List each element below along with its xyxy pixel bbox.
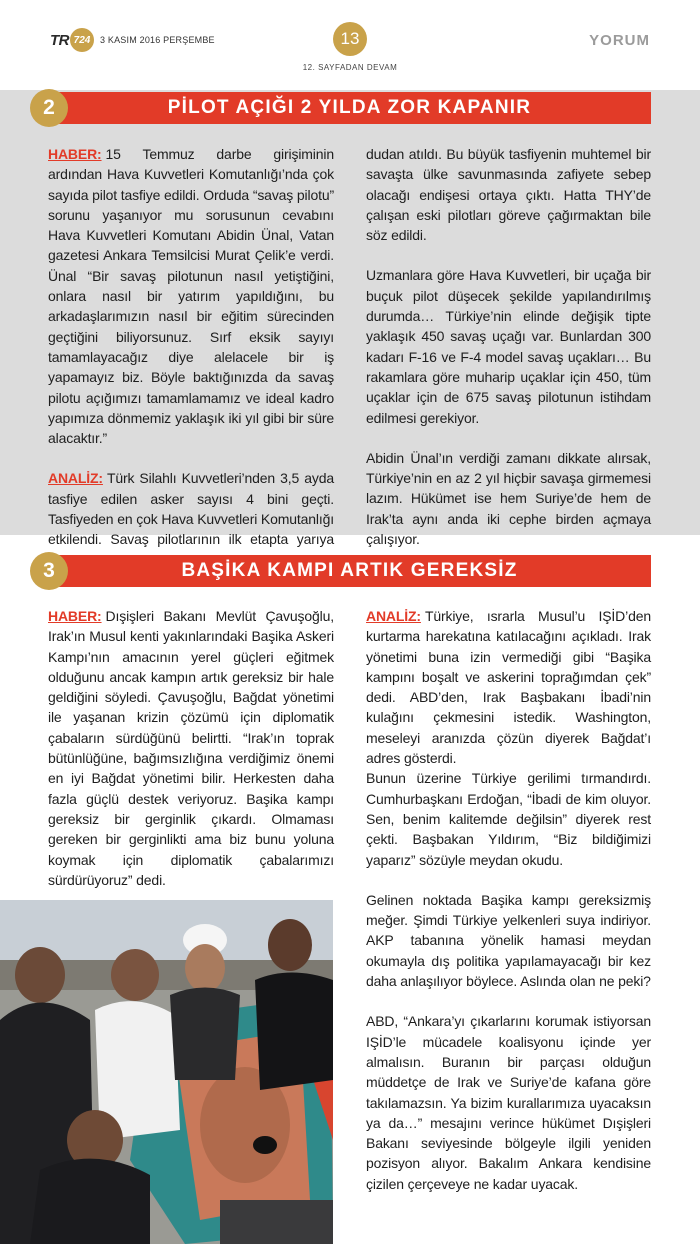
analiz-label: ANALİZ:	[48, 470, 103, 487]
news-photo	[0, 900, 333, 1244]
logo	[50, 27, 94, 53]
continued-from: 12. SAYFADAN DEVAM	[302, 63, 398, 72]
page-header	[0, 0, 700, 80]
section-2-haber-paragraph	[48, 144, 334, 448]
logo-tr-text: TR	[50, 31, 69, 49]
logo-724-badge: 724	[70, 28, 94, 52]
section-3-analiz-text: Türkiye, ısrarla Musul’u IŞİD’den kurtarma harekatına katılacağını açıkladı. Irak yönetimi buna izin vermediği gibi “Başika kampını boşalt ve askerini toprağımdan çek” dedi. ABD’den, Irak Başbakanı İbadi’nin kulağını çekmesini istedik. Washington, meseleyi aranızda çözün diyerek Bağdat’ı adres gösterdi.	[366, 608, 651, 767]
section-3-right-paragraph-1b: Bunun üzerine Türkiye gerilimi tırmandırdı. Cumhurbaşkanı Erdoğan, “İbadi de kim oluyor. Sen, benim kalitemde değilsin” diyerek rest çekti. Başbakan Yıldırım, “Biz bildiğimizi yaparız” sözüyle meydan okudu.	[366, 770, 651, 868]
analiz-label: ANALİZ:	[366, 608, 421, 624]
section-label: YORUM	[589, 32, 650, 49]
section-3-title-bar	[48, 555, 651, 587]
section-2-title-bar	[48, 92, 651, 124]
section-3-left-column	[48, 606, 334, 890]
section-2-analiz-text: Türk Silahlı Kuvvetleri’nden 3,5 ayda tasfiye edilen asker sayısı 4 bini geçti. Tasfiyeden en çok Hava Kuvvetleri Komutanlığı etkilendi. Savaş pilotlarının ilk etapta yarıya	[48, 470, 334, 548]
section-2-haber-text: 15 Temmuz darbe girişiminin ardından Hava Kuvvetleri Komutanlığı’nda çok sayıda pilot tasfiye edildi. Orduda “savaş pilotu” sorunu yaşanıyor mu sorusunun cevabını Hava Kuvvetleri Komutanı Abidin Ünal, Vatan gazetesi Ankara Temsilcisi Murat Çelik’e verdi. Ünal “Bir savaş pilotunun nasıl yetiştiğini, onlara nasıl bir yatırım yapıldığını, bu arkadaşlarımızın nasıl bir eğitim sürecinden geçtiğini biliyorsunuz. Sırf eksik sayıyı tamamlayacağız diye alelacele bir iş yapamayız biz. Böyle baktığınızda da savaş pilotu açığımızı tamamlamamız ve ideal kadro yapımıza dönmemiz yaklaşık iki yıl gibi bir süre alacaktır.”	[48, 146, 334, 447]
section-2-right-paragraph-3: Abidin Ünal’ın verdiği zamanı dikkate alırsak, Türkiye’nin en az 2 yıl hiçbir savaşa girmemesi lazım. Hükümet ise hem Suriye’de hem de Irak’ta aynı anda iki cephe birden açmaya çalışıyor.	[366, 449, 651, 548]
section-3-right-column	[366, 606, 651, 1194]
section-2-left-column	[48, 144, 334, 570]
section-3-number-badge: 3	[30, 552, 68, 590]
haber-label: HABER:	[48, 608, 102, 624]
section-3-right-paragraph-3: ABD, “Ankara’yı çıkarlarını korumak istiyorsan IŞİD’le mücadele koalisyonu içinde yer almalısın. Buranın bir parçası olduğun müddetçe de Irak ve Suriye’de kafana göre takılamazsın. Ya bizim kurallarımıza uyacaksın ya da…” mesajını verince hükümet Dışişleri Bakanı seviyesinde bölgeyle ilgili yeniden pozisyon alıyor. Bakalım Ankara kendisine çizilen çerçeveye ne kadar uyacak.	[366, 1013, 651, 1192]
issue-date: 3 KASIM 2016 PERŞEMBE	[100, 35, 215, 45]
page-number: 13	[333, 22, 367, 56]
section-2-number-badge: 2	[30, 89, 68, 127]
section-2-right-column	[366, 144, 651, 549]
section-2-title: PİLOT AÇIĞI 2 YILDA ZOR KAPANIR	[167, 97, 532, 118]
protest-photo-illustration	[0, 900, 333, 1244]
section-2-right-paragraph-1: dudan atıldı. Bu büyük tasfiyenin muhtemel bir savaşta ülke savunmasında zafiyete sebep olacağı endişesi ortaya çıktı. Hatta THY’de çalışan eski pilotları göreve çağırmaktan bile söz edildi.	[366, 146, 651, 244]
section-3-right-paragraph-2: Gelinen noktada Başika kampı gereksizmiş meğer. Şimdi Türkiye yelkenleri suya indiriyor. AKP tabanına yönelik hamasi meydan okumayla dış politika yapılamayacağı bir kez daha anlaşılıyor böylece. Aslında olan ne peki?	[366, 891, 651, 990]
section-2-right-paragraph-2: Uzmanlara göre Hava Kuvvetleri, bir uçağa bir buçuk pilot düşecek şekilde yapılandırılmış durumda… Türkiye’nin elinde değişik tipte yaklaşık 450 savaş uçağı var. Bunlardan 300 kadarı F-16 ve F-4 model savaş uçakları… Bu rakamlara göre muharip uçaklar için 450, tüm uçaklar için de 675 savaş pilotunun istihdam edilmesi gerekiyor.	[366, 267, 651, 426]
section-3-haber-paragraph	[48, 606, 334, 890]
section-3-analiz-paragraph	[366, 606, 651, 768]
section-3-title: BAŞİKA KAMPI ARTIK GEREKSİZ	[181, 560, 518, 581]
haber-label: HABER:	[48, 146, 102, 162]
section-3-haber-text: Dışişleri Bakanı Mevlüt Çavuşoğlu, Irak’ın Musul kenti yakınlarındaki Başika Askeri Kampı’nın amacının yerel güçleri eğitmek olduğunu ancak kampın artık gereksiz bir hale geldiğini söyledi. Çavuşoğlu, Bağdat yönetimi ile yaşanan krizin çözümü için diplomatik çabaların sürdüğünü belirtti. “Irak’ın toprak bütünlüğüne, bağımsızlığına verdiğimiz önemi en iyi Bağdat yönetimi bilir. Herkesten daha fazla güçlü destek veriyoruz. Başika kampı gereksiz bir gerginlik çıkardı. Olmaması gereken bir gerginlikti ama biz bunu yoluna koymak için diplomatik çabalarımızı sürdürüyoruz” dedi.	[48, 608, 334, 888]
